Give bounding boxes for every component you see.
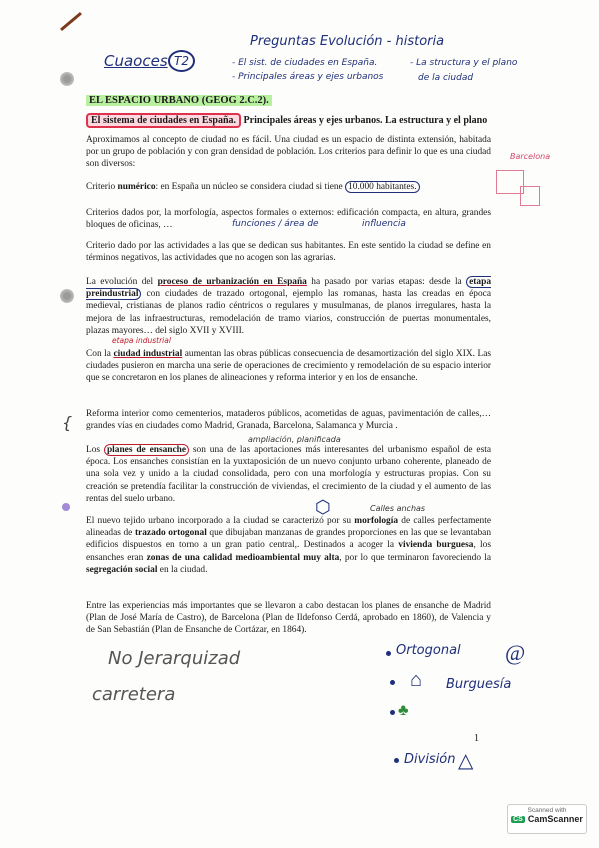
p5-mid: ha pasado por varias etapas: desde la (306, 277, 467, 287)
p6-pre: Con la (86, 349, 114, 359)
p2-pre: Criterio (86, 182, 118, 192)
paragraph-7: Reforma interior como cementerios, mataderos públicos, acometidas de aguas, pavimentación de calles,… grandes vías en ciudades como Madrid, Granada, Barcelona, Salamanca y Murcia . (86, 409, 491, 432)
bullet-division-icon (394, 758, 399, 763)
p6-bold: ciudad industrial (113, 349, 183, 359)
annotation-funciones: funciones / área de (232, 219, 319, 229)
annotation-margin-right-top: Barcelona (510, 152, 551, 161)
bullet-tree-icon (390, 710, 395, 715)
p2-mid: : en España un núcleo se considera ciudad si tiene (155, 182, 346, 192)
margin-bracket-icon: { (62, 413, 73, 432)
camscanner-badge (507, 804, 587, 834)
p9-a: El nuevo tejido urbano incorporado a la ciudad se caracterizó por su (86, 516, 355, 526)
paragraph-8 (86, 444, 491, 505)
notes-line-1b: - La structura y el plano (410, 58, 518, 68)
badge-top-text: Scanned with (527, 807, 567, 814)
sketch-box-right-2 (520, 186, 540, 206)
topic-code-badge: T2 (168, 50, 195, 72)
paragraph-4: Criterio dado por las actividades a las que se dedican sus habitantes. En este sentido la ciudad se define en términos negativos, las actividades que no acogen son las agrarias. (86, 241, 491, 264)
paragraph-5 (86, 276, 491, 337)
p2-bold: numérico (117, 182, 156, 192)
p5-bold: proceso de urbanización en España (157, 277, 307, 287)
p5-bold2: etapa preindustrial (86, 277, 492, 300)
annotation-carretera: carretera (92, 684, 176, 705)
notes-line-2: - Principales áreas y ejes urbanos (232, 72, 384, 82)
annotation-ampliacion: ampliación, planificada (248, 435, 341, 444)
margin-dot-icon (62, 503, 70, 511)
p9-i: , por lo que terminaron favoreciendo la (339, 552, 491, 563)
p9-e: que dibujaban manzanas de grandes proporciones en las que se levantaban edificios dispuestos en torno a un gran patio central,. Destinados a acoger la (86, 528, 492, 551)
p6-rest: aumentan las obras públicas consecuencia de desamortización del siglo XIX. Las ciudades pusieron en marcha una serie de operaciones de crecimiento y remodelación de su espacio interior que se concretaron en los planes de alineaciones y reforma interior y en los de ensanche. (86, 349, 492, 384)
p9-k: en la ciudad. (157, 564, 208, 575)
p8-bold: planes de ensanche (104, 444, 189, 456)
list-burguesia: Burguesía (446, 677, 512, 692)
p9-c: de calles perfectamente alineadas de (86, 516, 491, 539)
p9-h: zonas de una calidad medioambiental muy alta (146, 552, 340, 563)
annotation-calles-anchas: Calles anchas (370, 504, 426, 513)
paragraph-3: Criterios dados por, la morfología, aspectos formales o externos: edificación compacta, en altura, grandes bloques de oficinas, … (86, 208, 491, 231)
annotation-influencia: influencia (362, 219, 406, 229)
notes-title: Preguntas Evolución - historia (250, 34, 445, 49)
p9-b: morfología (354, 516, 399, 526)
bullet-burguesia-icon (390, 680, 395, 685)
p8-pre: Los (86, 445, 104, 455)
annotation-no-jerarquizado: No Jerarquizad (108, 648, 241, 669)
p9-g: , los ensanches eran (86, 540, 491, 563)
bullet-ortogonal-icon (386, 651, 391, 656)
punch-hole-middle (60, 289, 74, 303)
hexagon-icon: ⬡ (315, 497, 331, 517)
list-division: División (404, 752, 456, 767)
page-number: 1 (474, 733, 479, 744)
punch-hole-top (60, 72, 74, 86)
notes-line-2b: de la ciudad (418, 73, 474, 83)
swirl-icon: @ (505, 640, 526, 665)
paragraph-6 (86, 348, 491, 385)
p9-f: vivienda burguesa (398, 540, 474, 551)
p5-rest: con ciudades de trazado ortogonal, ejemplo las romanas, hasta las creadas en época medieval, cristianas de planos radio céntricos o regulares y musulmanas, de planos irregulares, hasta la mejora de las infraestructuras, remodelación de tramo viarios, construcción de puertas monumentales, plazas mayores… del siglo XVII y XVIII. (86, 289, 491, 336)
subtitle-highlight: El sistema de ciudades en España. (86, 113, 241, 128)
section-title: EL ESPACIO URBANO (GEOG 2.C.2). (86, 95, 272, 106)
paragraph-1: Aproximamos al concepto de ciudad no es fácil. Una ciudad es un espacio de distinta extensión, habitada por un grupo de población y con gran densidad de población. Los criterios para definir lo que es una ciudad son diversos: (86, 135, 491, 170)
p9-j: segregación social (86, 564, 158, 575)
triangle-icon: △ (458, 750, 474, 772)
house-icon: ⌂ (410, 669, 423, 691)
p8-rest: son una de las aportaciones más interesantes del urbanismo español de esta época. Los ensanches consistían en la yuxtaposición de un nuevo conjunto urbano coherente, planeado de una sola vez y unido a la ciudad consolidada, pero con una morfología y estructuras propias. Con su creación se pretendía facilitar la construcción de viviendas, el crecimiento de la ciudad y el aumento de las rentas del suelo urbano. (86, 445, 491, 504)
list-ortogonal: Ortogonal (396, 643, 461, 658)
p2-circled: 10.000 habitantes. (345, 181, 419, 193)
badge-main (508, 814, 586, 824)
notes-line-1: - El sist. de ciudades en España. (232, 58, 378, 68)
paragraph-9 (86, 515, 491, 576)
tree-icon: ♣ (398, 702, 409, 719)
paragraph-10: Entre las experiencias más importantes que se llevaron a cabo destacan los planes de ensanche de Madrid (Plan de José María de Castro), de Barcelona (Plan de Ildefonso Cerdá, aprobado en 1860), de Valencia y de San Sebastián (Plan de Ensanche de Cortázar, en 1864). (86, 601, 491, 636)
notebook-label: Cuaoces (104, 52, 168, 70)
paragraph-2 (86, 181, 491, 193)
p5-pre: La evolución del (86, 277, 158, 287)
p9-d: trazado ortogonal (134, 528, 207, 539)
camscanner-logo-icon: CS (513, 815, 523, 823)
subtitle-rest: Principales áreas y ejes urbanos. La estructura y el plano (241, 115, 488, 126)
pen-stroke (60, 12, 82, 31)
subtitle (86, 115, 506, 126)
badge-brand: CamScanner (527, 814, 583, 824)
annotation-etapa-industrial: etapa industrial (112, 336, 171, 345)
